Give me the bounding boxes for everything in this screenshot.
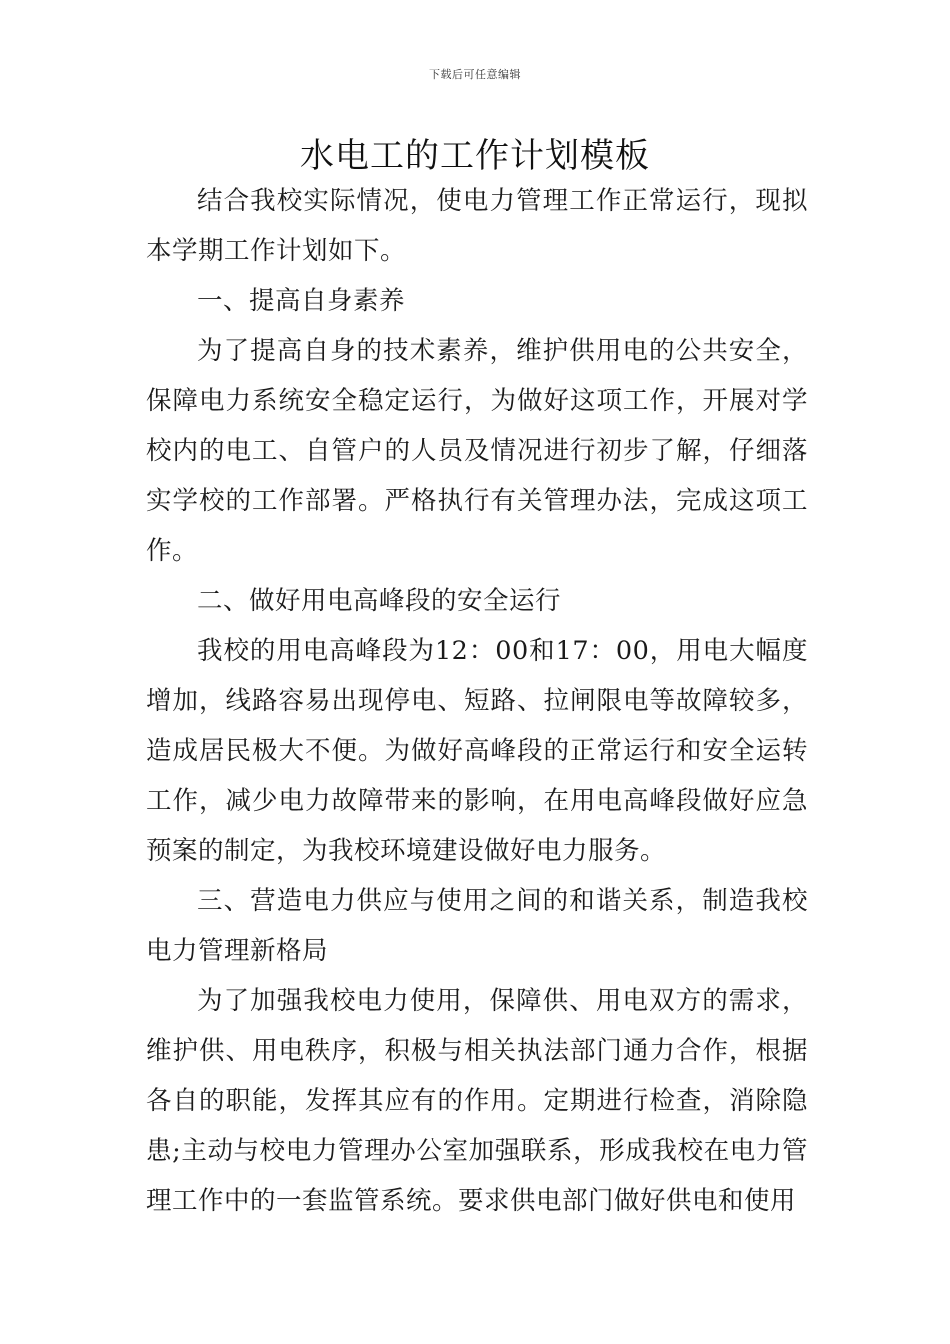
section-paragraph-3: 为了加强我校电力使用，保障供、用电双方的需求，维护供、用电秩序，积极与相关执法部门通力合作，根据各自的职能，发挥其应有的作用。定期进行检查，消除隐患;主动与校电力管理办公室加强联系，形成我校在电力管理工作中的一套监管系统。要求供电部门做好供电和使用 — [146, 986, 808, 1216]
document-title: 水电工的工作计划模板 — [300, 136, 650, 176]
header-note: 下载后可任意编辑 — [429, 68, 521, 81]
section-heading-1: 一、提高自身素养 — [197, 286, 406, 316]
section-heading-3: 三、营造电力供应与使用之间的和谐关系，制造我校电力管理新格局 — [146, 886, 808, 966]
document-body — [146, 176, 808, 1226]
section-paragraph-2: 我校的用电高峰段为12：00和17：00，用电大幅度增加，线路容易出现停电、短路、拉闸限电等故障较多，造成居民极大不便。为做好高峰段的正常运行和安全运转工作，减少电力故障带来的影响，在用电高峰段做好应急预案的制定，为我校环境建设做好电力服务。 — [146, 636, 808, 866]
intro-paragraph: 结合我校实际情况，使电力管理工作正常运行，现拟本学期工作计划如下。 — [146, 186, 808, 266]
section-paragraph-1: 为了提高自身的技术素养，维护供用电的公共安全，保障电力系统安全稳定运行，为做好这项工作，开展对学校内的电工、自管户的人员及情况进行初步了解，仔细落实学校的工作部署。严格执行有关管理办法，完成这项工作。 — [146, 336, 808, 566]
section-heading-2: 二、做好用电高峰段的安全运行 — [197, 586, 562, 616]
